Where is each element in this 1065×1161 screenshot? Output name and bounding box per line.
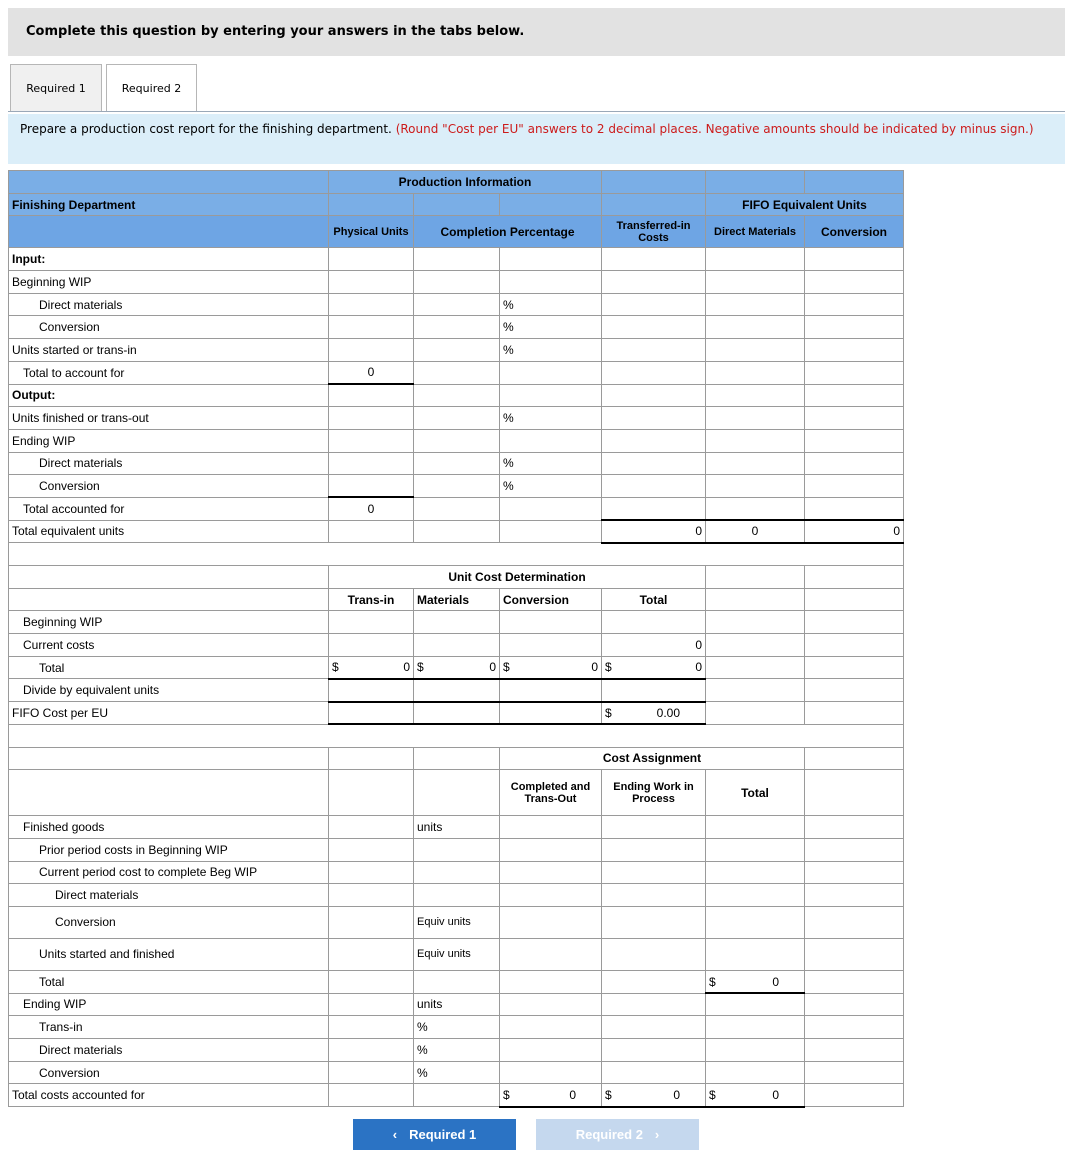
current-period-label: Current period cost to complete Beg WIP — [9, 861, 329, 884]
uc-beg-conversion[interactable] — [500, 611, 602, 634]
total-eu-transferred: 0 — [602, 520, 706, 543]
chevron-right-icon: › — [654, 1127, 660, 1142]
uc-total-label: Total — [9, 656, 329, 679]
input-label: Input: — [9, 248, 329, 271]
units-finished-input[interactable] — [329, 407, 414, 430]
fg-units-input[interactable] — [329, 816, 414, 839]
uc-beg-materials[interactable] — [414, 611, 500, 634]
col-direct-materials: Direct Materials — [706, 216, 805, 248]
total-to-account-value: 0 — [329, 361, 414, 384]
tc-completed: 0 — [569, 1087, 576, 1102]
beg-conv-label: Conversion — [9, 316, 329, 339]
ca-conv-label: Conversion — [9, 906, 329, 938]
col-completed: Completed and Trans-Out — [500, 770, 602, 816]
beg-conv-pct[interactable]: % — [500, 316, 602, 339]
instructions-note: (Round "Cost per EU" answers to 2 decimal places. Negative amounts should be indicated by minus sign.) — [395, 122, 1034, 136]
ca-total-value: 0 — [772, 974, 779, 989]
units-finished-label: Units finished or trans-out — [9, 407, 329, 430]
ca-ending-wip-label: Ending WIP — [9, 993, 329, 1016]
prev-button-label: Required 1 — [409, 1127, 477, 1142]
dollar-sign: $ — [709, 1087, 716, 1102]
col-trans-in: Trans-in — [329, 588, 414, 611]
ca-conv-input[interactable] — [329, 906, 414, 938]
next-button-label: Required 2 — [575, 1127, 643, 1142]
total-costs-label: Total costs accounted for — [9, 1084, 329, 1107]
tab-divider — [8, 111, 1065, 112]
beg-dm-input[interactable] — [414, 293, 500, 316]
dollar-sign: $ — [709, 974, 716, 989]
end-dm-pct[interactable]: % — [500, 452, 602, 475]
ew-conv-pct[interactable]: % — [414, 1061, 500, 1084]
prev-button[interactable] — [353, 1119, 516, 1150]
dollar-sign: $ — [417, 660, 424, 675]
ca-dm-input[interactable] — [329, 884, 414, 907]
total-eu-label: Total equivalent units — [9, 520, 329, 543]
units-label: units — [414, 993, 500, 1016]
ca-trans-in-label: Trans-in — [9, 1016, 329, 1039]
beg-dm-units[interactable] — [329, 293, 414, 316]
instruction-banner — [8, 8, 1065, 56]
tab-required-1[interactable]: Required 1 — [10, 64, 102, 112]
end-dm-label: Direct materials — [9, 452, 329, 475]
total-to-account-label: Total to account for — [9, 361, 329, 384]
tc-ending: 0 — [673, 1087, 680, 1102]
prior-period-label: Prior period costs in Beginning WIP — [9, 838, 329, 861]
chevron-left-icon: ‹ — [392, 1127, 398, 1142]
output-label: Output: — [9, 384, 329, 407]
started-finished-label: Units started and finished — [9, 938, 329, 970]
equiv-units-label: Equiv units — [414, 906, 500, 938]
uc-cur-transin[interactable] — [329, 634, 414, 657]
fifo-cost-label: FIFO Cost per EU — [9, 702, 329, 725]
units-started-label: Units started or trans-in — [9, 339, 329, 362]
units-label: units — [414, 816, 500, 839]
dollar-sign: $ — [605, 705, 612, 720]
ca-dm-label: Direct materials — [9, 884, 329, 907]
uc-current-label: Current costs — [9, 634, 329, 657]
tab-required-2[interactable]: Required 2 — [106, 64, 197, 112]
cost-assignment-title: Cost Assignment — [500, 747, 805, 770]
uc-total-transin: 0 — [403, 660, 410, 675]
department-title: Finishing Department — [9, 193, 329, 216]
divide-label: Divide by equivalent units — [9, 679, 329, 702]
total-accounted-value: 0 — [329, 497, 414, 520]
col-materials: Materials — [414, 588, 500, 611]
uc-total-conversion: 0 — [591, 660, 598, 675]
col-transferred-in: Transferred-in Costs — [602, 216, 706, 248]
ca-total-label: Total — [9, 970, 329, 993]
end-conv-label: Conversion — [9, 475, 329, 498]
dollar-sign: $ — [605, 1087, 612, 1102]
tc-total: 0 — [772, 1087, 779, 1102]
total-accounted-label: Total accounted for — [9, 497, 329, 520]
dollar-sign: $ — [503, 1087, 510, 1102]
beginning-wip-label: Beginning WIP — [9, 271, 329, 294]
production-cost-report — [8, 170, 904, 1108]
equiv-units-label: Equiv units — [414, 938, 500, 970]
finished-goods-label: Finished goods — [9, 816, 329, 839]
col-completion-pct: Completion Percentage — [414, 216, 602, 248]
sf-units-input[interactable] — [329, 938, 414, 970]
dollar-sign: $ — [332, 660, 339, 675]
ew-transin-input[interactable] — [329, 1016, 414, 1039]
beg-dm-pct[interactable]: % — [500, 293, 602, 316]
uc-cur-conversion[interactable] — [500, 634, 602, 657]
col-ending-wip: Ending Work in Process — [602, 770, 706, 816]
uc-total-materials: 0 — [489, 660, 496, 675]
banner-text: Complete this question by entering your answers in the tabs below. — [26, 24, 525, 39]
col-conversion-cost: Conversion — [500, 588, 602, 611]
instructions — [8, 114, 1065, 164]
ew-dm-input[interactable] — [329, 1039, 414, 1062]
units-started-input[interactable] — [329, 339, 414, 362]
col-total-cost: Total — [602, 588, 706, 611]
ew-transin-pct[interactable]: % — [414, 1016, 500, 1039]
uc-cur-materials[interactable] — [414, 634, 500, 657]
ew-conv-input[interactable] — [329, 1061, 414, 1084]
total-eu-dm: 0 — [706, 520, 805, 543]
col-physical-units: Physical Units — [329, 216, 414, 248]
uc-beg-transin[interactable] — [329, 611, 414, 634]
prior-period-input[interactable] — [500, 838, 602, 861]
fifo-cost-total: 0.00 — [656, 705, 680, 720]
ending-wip-label: Ending WIP — [9, 429, 329, 452]
uc-current-total: 0 — [602, 634, 706, 657]
production-info-title: Production Information — [329, 171, 602, 194]
dollar-sign: $ — [503, 660, 510, 675]
next-button[interactable] — [536, 1119, 699, 1150]
unit-cost-title: Unit Cost Determination — [329, 566, 706, 589]
beg-dm-label: Direct materials — [9, 293, 329, 316]
dollar-sign: $ — [605, 660, 612, 675]
uc-beg-wip-label: Beginning WIP — [9, 611, 329, 634]
ca-ew-dm-label: Direct materials — [9, 1039, 329, 1062]
fifo-eu-title: FIFO Equivalent Units — [706, 193, 904, 216]
end-conv-pct[interactable]: % — [500, 475, 602, 498]
col-conversion: Conversion — [805, 216, 904, 248]
units-started-pct[interactable]: % — [500, 339, 602, 362]
uc-total-total: 0 — [695, 660, 702, 675]
units-finished-pct[interactable]: % — [500, 407, 602, 430]
ca-ew-conv-label: Conversion — [9, 1061, 329, 1084]
col-ca-total: Total — [706, 770, 805, 816]
ew-dm-pct[interactable]: % — [414, 1039, 500, 1062]
ew-units-input[interactable] — [329, 993, 414, 1016]
instructions-main: Prepare a production cost report for the finishing department. — [20, 122, 392, 136]
total-eu-conv: 0 — [805, 520, 904, 543]
